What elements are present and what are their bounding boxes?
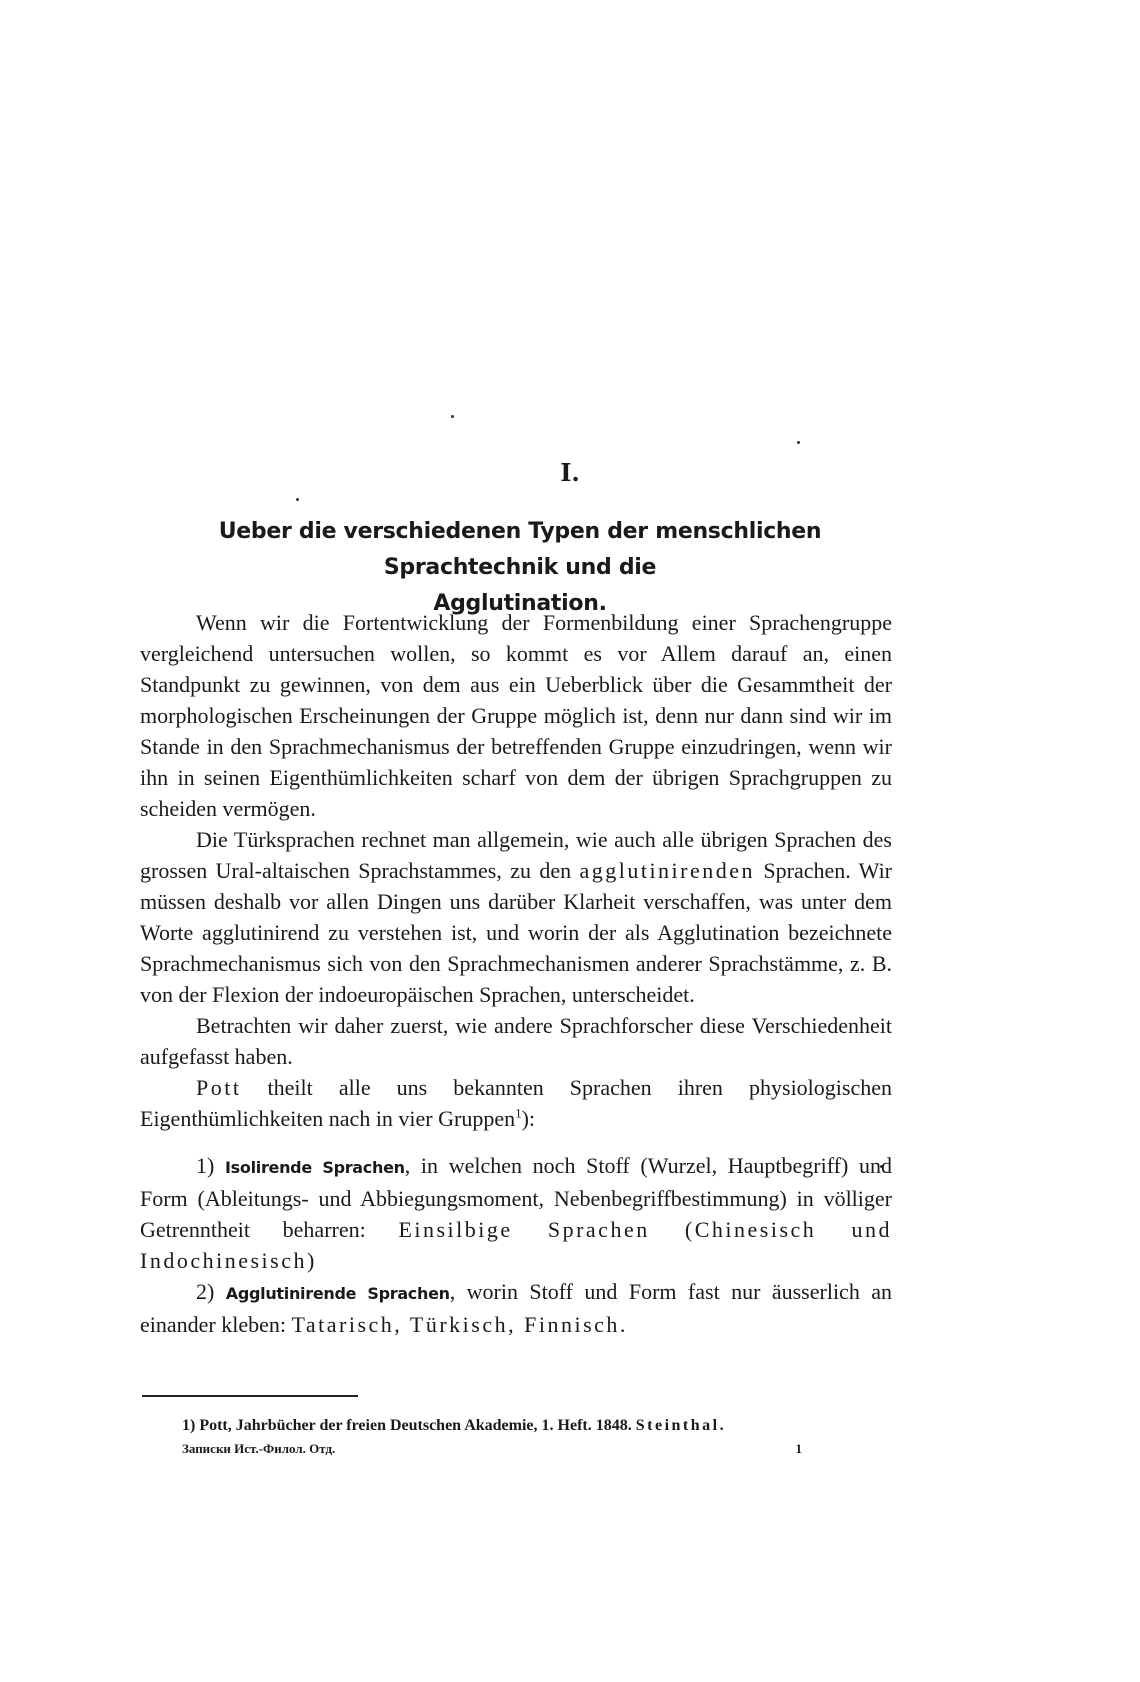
signature-journal: Записки Ист.-Филол. Отд.	[182, 1441, 336, 1456]
footnote-marker: 1)	[182, 1417, 196, 1434]
title-line-2: Agglutination.	[433, 591, 607, 616]
paragraph-4-text: theilt alle uns bekannten Sprachen ihren physiologischen Eigenthümlichkeiten nach in vier Gruppen	[140, 1075, 892, 1131]
paragraph-4	[140, 1072, 892, 1134]
list-item	[140, 1276, 892, 1340]
list-term: Agglutinirende Sprachen	[225, 1284, 450, 1303]
signature-number: 1	[795, 1441, 802, 1456]
list-text: , in welchen noch Stoff (Wurzel, Hauptbegriff) und Form (Ableitungs- und Abbiegungsmoment, Nebenbegriffbestimmung) in völliger Getrenntheit beharren:	[140, 1153, 893, 1242]
scan-speck	[296, 498, 299, 501]
paragraph-2-end: Sprachen. Wir müssen deshalb vor allen Dingen uns darüber Klarheit verschaffen, was unter dem Worte agglutinirend zu verstehen ist, und worin der als Agglutination bezeichnete Sprachmechanismus sich von den Sprachmechanismen anderer Sprachstämme, z. B. von der Flexion der indoeuropäischen Sprachen, unterscheidet.	[140, 858, 893, 1007]
list-number: 2)	[196, 1279, 215, 1304]
spacer	[140, 1134, 892, 1150]
footnote	[182, 1415, 882, 1437]
printer-signature	[182, 1441, 802, 1457]
chapter-title	[140, 514, 900, 622]
list-examples: Tatarisch, Türkisch, Finnisch.	[291, 1312, 628, 1337]
footnote-ref: 1	[515, 1105, 522, 1121]
scan-speck	[451, 415, 454, 418]
author-name: Pott	[196, 1075, 242, 1100]
chapter-number: I.	[560, 458, 580, 487]
footnote-text: Pott, Jahrbücher der freien Deutschen Akademie, 1. Heft. 1848.	[195, 1417, 636, 1434]
scan-speck	[797, 441, 800, 444]
list-item	[140, 1150, 892, 1276]
spaced-term: agglutinirenden	[579, 858, 756, 883]
footnote-divider	[142, 1395, 358, 1397]
list-number: 1)	[196, 1153, 215, 1178]
paragraph-1: Wenn wir die Fortentwicklung der Formenbildung einer Sprachengruppe vergleichend untersuchen wollen, so kommt es vor Allem darauf an, einen Standpunkt zu gewinnen, von dem aus ein Ueberblick über die Gesammtheit der morphologischen Erscheinungen der Gruppe möglich ist, denn nur dann sind wir im Stande in den Sprachmechanismus der betreffenden Gruppe einzudringen, wenn wir ihn in seinen Eigenthümlichkeiten scharf von dem der übrigen Sprachgruppen zu scheiden vermögen.	[140, 610, 892, 821]
list-text: , worin Stoff und Form fast nur äusserlich an einander kleben:	[140, 1279, 892, 1337]
footnote-author: Steinthal.	[635, 1417, 727, 1434]
list-term: Isolirende Sprachen	[225, 1158, 405, 1177]
paragraph-4-end: ):	[521, 1106, 536, 1131]
paragraph-3: Betrachten wir daher zuerst, wie andere Sprachforscher diese Verschiedenheit aufgefasst haben.	[140, 1013, 892, 1069]
paragraph-2	[140, 824, 892, 1010]
body-text	[140, 607, 892, 1340]
title-line-1: Ueber die verschiedenen Typen der menschlichen Sprachtechnik und die	[218, 519, 822, 580]
paragraph-2-start: Die Türksprachen rechnet man allgemein, wie auch alle übrigen Sprachen des grossen Ural-altaischen Sprachstammes, zu den	[140, 827, 892, 883]
list-examples: Einsilbige Sprachen (Chinesisch und Indochinesisch)	[140, 1217, 893, 1273]
